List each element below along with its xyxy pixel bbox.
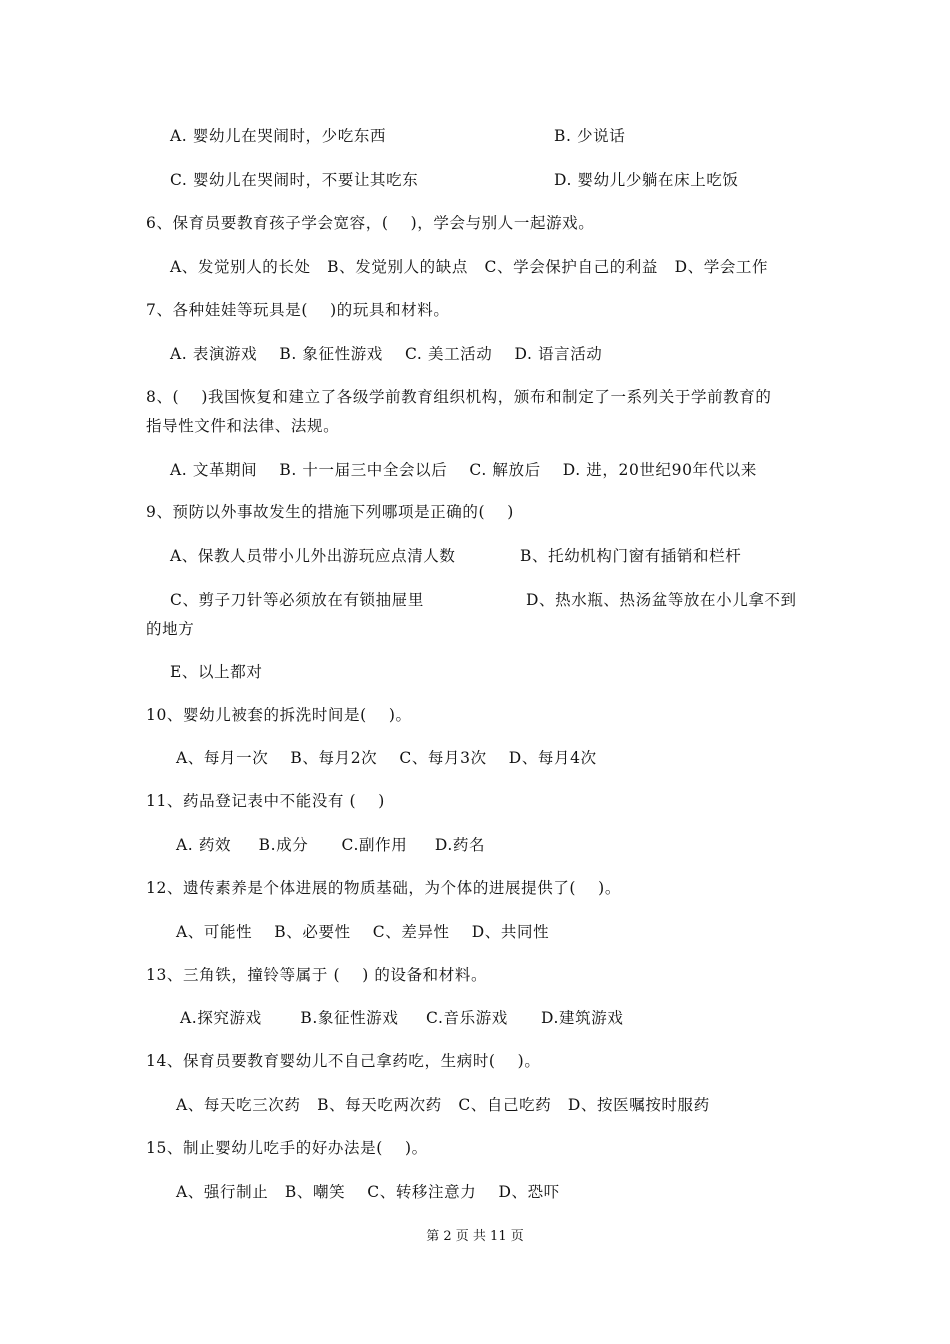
question-stem: 8、( )我国恢复和建立了各级学前教育组织机构，颁布和制定了一系列关于学前教育的 [146, 388, 772, 406]
question-options: A、可能性 B、必要性 C、差异性 D、共同性 [176, 923, 550, 941]
question-stem-continued: 指导性文件和法律、法规。 [146, 417, 340, 435]
page-number: 第 2 页 共 11 页 [426, 1229, 524, 1244]
question-options: A.探究游戏 B.象征性游戏 C.音乐游戏 D.建筑游戏 [180, 1009, 624, 1027]
option-text: C. 婴幼儿在哭闹时，不要让其吃东 [170, 171, 419, 189]
question-stem: 7、各种娃娃等玩具是( )的玩具和材料。 [146, 301, 450, 319]
question-options: A、每月一次 B、每月2次 C、每月3次 D、每月4次 [176, 749, 597, 767]
option-text: B. 少说话 [554, 127, 626, 145]
question-stem: 6、保育员要教育孩子学会宽容，( )，学会与别人一起游戏。 [146, 214, 595, 232]
question-stem: 9、预防以外事故发生的措施下列哪项是正确的( ) [146, 503, 514, 521]
question-options: A、强行制止 B、嘲笑 C、转移注意力 D、恐吓 [176, 1183, 560, 1201]
option-text: B、托幼机构门窗有插销和栏杆 [520, 547, 742, 565]
question-stem: 11、药品登记表中不能没有 ( ) [146, 792, 385, 810]
option-text: C、剪子刀针等必须放在有锁抽屉里 [170, 591, 424, 609]
option-text: D. 婴幼儿少躺在床上吃饭 [554, 171, 739, 189]
question-options: A、发觉别人的长处 B、发觉别人的缺点 C、学会保护自己的利益 D、学会工作 [170, 258, 769, 276]
option-text: A、保教人员带小儿外出游玩应点清人数 [170, 547, 456, 565]
question-options: A. 文革期间 B. 十一届三中全会以后 C. 解放后 D. 进，20世纪90年代以来 [170, 461, 757, 479]
question-stem: 15、制止婴幼儿吃手的好办法是( )。 [146, 1139, 428, 1157]
option-text: A. 婴幼儿在哭闹时，少吃东西 [170, 127, 387, 145]
question-options: A. 药效 B.成分 C.副作用 D.药名 [176, 836, 486, 854]
question-stem: 14、保育员要教育婴幼儿不自己拿药吃，生病时( )。 [146, 1052, 541, 1070]
option-text: D、热水瓶、热汤盆等放在小儿拿不到 [526, 591, 797, 609]
option-text-continued: 的地方 [146, 620, 195, 638]
question-stem: 10、婴幼儿被套的拆洗时间是( )。 [146, 706, 412, 724]
question-options: A、每天吃三次药 B、每天吃两次药 C、自己吃药 D、按医嘱按时服药 [176, 1096, 710, 1114]
question-options: A. 表演游戏 B. 象征性游戏 C. 美工活动 D. 语言活动 [170, 345, 603, 363]
option-text: E、以上都对 [170, 663, 263, 681]
question-stem: 12、遗传素养是个体进展的物质基础，为个体的进展提供了( )。 [146, 879, 621, 897]
question-stem: 13、三角铁，撞铃等属于 ( ) 的设备和材料。 [146, 966, 488, 984]
